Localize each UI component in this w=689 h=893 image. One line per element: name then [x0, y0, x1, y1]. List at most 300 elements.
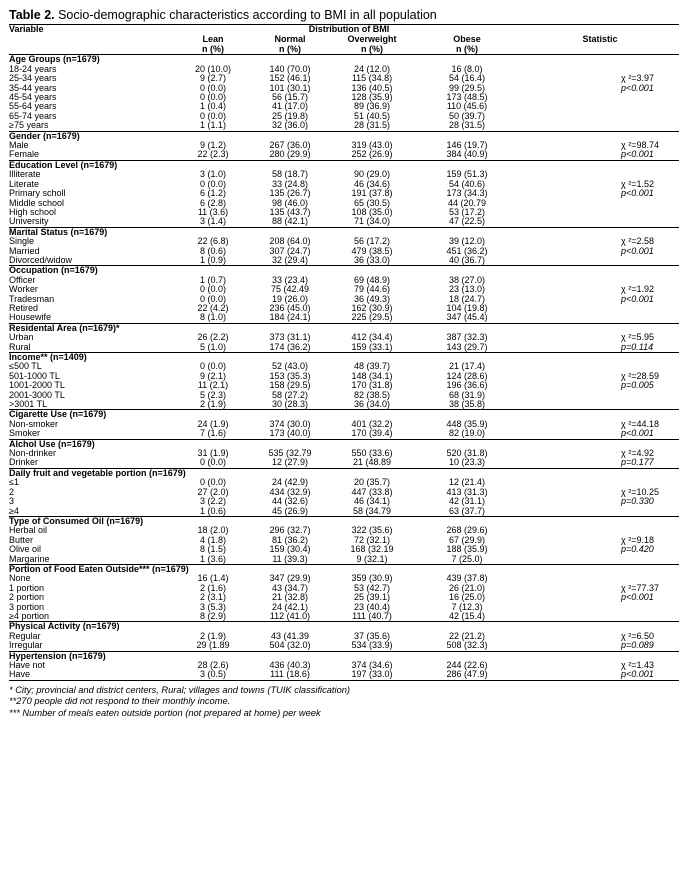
lean-value: 22 (6.8)	[197, 236, 229, 247]
lean-value: 22 (4.2)	[197, 302, 229, 313]
obese-value: 104 (19.8)	[446, 302, 488, 313]
obese-value: 520 (31.8)	[446, 448, 488, 459]
table-row	[9, 74, 679, 83]
normal-value: 184 (24.1)	[269, 312, 311, 323]
section-header-row	[9, 468, 679, 478]
overweight-value: 319 (43.0)	[351, 140, 393, 151]
statistic-value: p=0.420	[621, 544, 654, 555]
header-variable: Variable	[9, 25, 177, 35]
lean-value: 2 (1.9)	[199, 399, 226, 410]
table-row	[9, 247, 679, 256]
obese-value: 21 (17.4)	[448, 361, 486, 372]
lean-value: 7 (1.6)	[199, 428, 226, 439]
obese-value: 54 (40.6)	[448, 178, 486, 189]
table-row	[9, 555, 679, 565]
overweight-value: 69 (48.9)	[353, 274, 391, 285]
table-container	[9, 8, 679, 719]
lean-value: 1 (0.9)	[199, 254, 226, 265]
statistic-value	[521, 391, 679, 400]
row-label: 2 portion	[9, 592, 45, 603]
normal-value: 373 (31.1)	[269, 332, 311, 343]
row-label: Married	[9, 245, 40, 256]
overweight-value: 111 (40.7)	[352, 610, 392, 621]
statistic-value: p=0.330	[621, 496, 654, 507]
overweight-value: 53 (42.7)	[353, 582, 391, 593]
lean-value: 31 (1.9)	[197, 448, 229, 459]
obese-value: 244 (22.6)	[446, 660, 488, 670]
normal-value: 140 (70.0)	[269, 63, 311, 74]
lean-value: 9 (2.1)	[199, 370, 226, 381]
lean-value: 8 (1.5)	[199, 544, 226, 555]
obese-value: 47 (22.5)	[448, 216, 486, 227]
lean-value: 0 (0.0)	[199, 361, 226, 372]
statistic-value: p<0.001	[621, 82, 654, 93]
normal-value: 24 (42.9)	[271, 477, 309, 488]
normal-value: 81 (36.2)	[271, 534, 309, 545]
normal-value: 75 (42.49	[270, 284, 310, 295]
row-label: Rural	[9, 341, 31, 352]
obese-value: 67 (29.9)	[448, 534, 486, 545]
obese-value: 347 (45.4)	[446, 312, 488, 323]
statistic-value	[521, 313, 679, 323]
table-row	[9, 256, 679, 266]
overweight-value: 65 (30.5)	[353, 197, 391, 208]
normal-value: 24 (42.1)	[271, 601, 309, 612]
section-title: Portion of Food Eaten Outside*** (n=1679)	[9, 564, 679, 574]
table-row	[9, 180, 679, 189]
row-label: Margarine	[9, 553, 50, 564]
statistic-value: χ ²=77.37	[621, 582, 659, 593]
normal-value: 19 (26.0)	[271, 293, 309, 304]
table-row	[9, 429, 679, 439]
overweight-value: 28 (31.5)	[353, 120, 391, 131]
normal-value: 111 (18.6)	[249, 670, 331, 680]
normal-value: 30 (28.3)	[271, 399, 309, 410]
overweight-value: 252 (26.9)	[351, 149, 393, 160]
table-header	[9, 25, 679, 55]
lean-value: 8 (2.9)	[199, 610, 226, 621]
normal-value: 52 (43.0)	[271, 361, 309, 372]
overweight-value: 128 (35.9)	[351, 92, 393, 103]
overweight-value: 56 (17.2)	[353, 236, 391, 247]
obese-value: 22 (21.2)	[448, 630, 486, 641]
obese-value: 63 (37.7)	[448, 505, 486, 516]
row-label: Herbal oil	[9, 525, 48, 536]
overweight-value: 89 (36.9)	[353, 101, 391, 112]
row-label: Non-smoker	[9, 418, 59, 429]
row-label: Primary scholl	[9, 188, 66, 199]
statistic-value: χ ²=5.95	[621, 332, 654, 343]
statistic-value	[521, 256, 679, 266]
section-header-row	[9, 227, 679, 237]
table-row	[9, 150, 679, 160]
statistic-value	[521, 276, 679, 285]
lean-value: 2 (1.6)	[199, 582, 226, 593]
overweight-value: 115 (34.8)	[351, 73, 393, 84]
table-body	[9, 55, 679, 680]
table-row	[9, 170, 679, 179]
obese-value: 387 (32.3)	[446, 332, 488, 343]
statistic-value: χ ²=4.92	[621, 448, 654, 459]
statistic-value	[521, 93, 679, 102]
normal-value: 58 (18.7)	[271, 169, 309, 180]
normal-value: 374 (30.0)	[269, 418, 311, 429]
row-label: Regular	[9, 630, 41, 641]
obese-value: 38 (27.0)	[448, 274, 486, 285]
obese-value: 448 (35.9)	[446, 418, 488, 429]
statistic-value	[521, 603, 679, 612]
lean-value: 5 (2.3)	[199, 389, 226, 400]
overweight-value: 36 (33.0)	[353, 254, 391, 265]
row-label: Urban	[9, 332, 34, 343]
obese-value: 18 (24.7)	[448, 293, 486, 304]
obese-value: 38 (35.8)	[448, 399, 486, 410]
footnote: *** Number of meals eaten outside portion (not prepared at home) per week	[9, 707, 321, 718]
statistic-value	[521, 400, 679, 410]
overweight-value: 79 (44.6)	[353, 284, 391, 295]
normal-value: 32 (29.4)	[271, 254, 309, 265]
overweight-value: 401 (32.2)	[351, 418, 393, 429]
table-row	[9, 641, 679, 651]
normal-value: 56 (15.7)	[271, 92, 309, 103]
row-label: 65-74 years	[9, 110, 57, 121]
overweight-value: 36 (34.0)	[353, 399, 391, 410]
row-label: Non-drinker	[9, 448, 57, 459]
overweight-value: 58 (34.79	[352, 505, 392, 516]
overweight-value: 479 (38.5)	[351, 245, 393, 256]
statistic-value: p=0.005	[621, 380, 654, 391]
section-header-row	[9, 439, 679, 449]
header-n-pct: n (%)	[331, 44, 413, 55]
statistic-value: χ ²=1.92	[621, 284, 654, 295]
overweight-value: 159 (33.1)	[351, 341, 393, 352]
statistic-value: p<0.001	[621, 245, 654, 256]
obese-value: 16 (25.0)	[448, 592, 486, 603]
lean-value: 27 (2.0)	[197, 486, 229, 497]
statistic-value: χ ²=6.50	[621, 630, 654, 641]
row-label: Worker	[9, 284, 38, 295]
header-statistic: Statistic	[582, 34, 618, 45]
table-row	[9, 199, 679, 208]
statistic-value: χ ²=1.52	[621, 178, 654, 189]
obese-value: 173 (34.3)	[446, 188, 488, 199]
row-label: None	[9, 573, 31, 584]
overweight-value: 46 (34.6)	[353, 178, 391, 189]
statistic-value	[521, 304, 679, 313]
obese-value: 188 (35.9)	[446, 544, 488, 555]
statistic-value: χ ²=9.18	[621, 534, 654, 545]
table-row	[9, 295, 679, 304]
normal-value: 98 (46.0)	[271, 197, 309, 208]
row-label: 35-44 years	[9, 82, 57, 93]
row-label: 3 portion	[9, 601, 45, 612]
overweight-value: 72 (32.1)	[353, 534, 391, 545]
section-title: Residental Area (n=1679)*	[9, 323, 679, 333]
normal-value: 32 (36.0)	[271, 120, 309, 131]
section-title: Daily fruit and vegetable portion (n=1679)	[9, 468, 679, 478]
overweight-value: 322 (35.6)	[351, 525, 393, 536]
section-header-row	[9, 131, 679, 141]
normal-value: 33 (23.4)	[271, 274, 309, 285]
row-label: Drinker	[9, 457, 39, 468]
lean-value: 0 (0.0)	[199, 110, 226, 121]
section-header-row	[9, 160, 679, 170]
row-label: Female	[9, 149, 40, 160]
normal-value: 58 (27.2)	[271, 389, 309, 400]
normal-value: 174 (36.2)	[269, 341, 311, 352]
row-label: 1 portion	[9, 582, 45, 593]
obese-value: 7 (12.3)	[451, 601, 483, 612]
overweight-value: 225 (29.5)	[351, 312, 393, 323]
overweight-value: 359 (30.9)	[351, 573, 393, 584]
statistic-value: χ ²=28.59	[621, 370, 659, 381]
obese-value: 10 (23.3)	[448, 457, 486, 468]
header-obese: Obese	[453, 34, 481, 45]
table-row	[9, 488, 679, 497]
obese-value: 28 (31.5)	[448, 120, 486, 131]
table-row	[9, 612, 679, 622]
table-row	[9, 478, 679, 487]
normal-value: 43 (41.39	[270, 630, 310, 641]
obese-value: 7 (25.0)	[451, 553, 483, 564]
normal-value: 153 (35.3)	[269, 370, 311, 381]
lean-value: 3 (5.3)	[199, 601, 226, 612]
overweight-value: 534 (33.9)	[351, 640, 393, 651]
statistic-value	[521, 612, 679, 622]
section-header-row	[9, 266, 679, 276]
normal-value: 135 (26.7)	[269, 188, 311, 199]
statistic-value	[521, 112, 679, 121]
overweight-value: 148 (34.1)	[351, 370, 393, 381]
statistic-value	[521, 65, 679, 74]
normal-value: 296 (32.7)	[269, 525, 311, 536]
lean-value: 4 (1.8)	[199, 534, 226, 545]
lean-value: 20 (10.0)	[194, 63, 232, 74]
lean-value: 3 (1.4)	[199, 216, 226, 227]
obese-value: 159 (51.3)	[446, 169, 488, 180]
obese-value: 124 (28.6)	[446, 370, 488, 381]
normal-value: 535 (32.79	[268, 448, 312, 459]
normal-value: 307 (24.7)	[269, 245, 311, 256]
obese-value: 146 (19.7)	[446, 140, 488, 151]
obese-value: 268 (29.6)	[446, 525, 488, 536]
row-label: ≤1	[9, 477, 19, 488]
section-header-row	[9, 323, 679, 333]
normal-value: 88 (42.1)	[271, 216, 309, 227]
lean-value: 16 (1.4)	[197, 573, 229, 584]
row-label: Housewife	[9, 312, 52, 323]
statistic-value: p=0.089	[621, 640, 654, 651]
obese-value: 54 (16.4)	[448, 73, 486, 84]
row-label: 18-24 years	[9, 63, 57, 74]
table-row	[9, 670, 679, 680]
table-row	[9, 313, 679, 323]
table-row	[9, 381, 679, 390]
table-row	[9, 584, 679, 593]
header-empty	[9, 34, 177, 44]
normal-value: 135 (43.7)	[269, 206, 311, 217]
header-empty	[521, 44, 679, 55]
normal-value: 159 (30.4)	[269, 544, 311, 555]
normal-value: 112 (41.0)	[269, 610, 311, 621]
row-label: Illiterate	[9, 169, 41, 180]
table-row	[9, 112, 679, 121]
overweight-value: 48 (39.7)	[353, 361, 391, 372]
lean-value: 11 (2.1)	[197, 380, 229, 391]
lean-value: 0 (0.0)	[199, 92, 226, 103]
lean-value: 8 (0.6)	[199, 245, 226, 256]
section-header-row	[9, 55, 679, 65]
obese-value: 42 (15.4)	[448, 610, 486, 621]
table-row	[9, 632, 679, 641]
overweight-value: 447 (33.8)	[351, 486, 393, 497]
obese-value: 99 (29.5)	[448, 82, 486, 93]
row-label: Literate	[9, 178, 40, 189]
overweight-value: 191 (37.8)	[351, 188, 393, 199]
statistic-value	[521, 555, 679, 565]
statistic-value	[521, 507, 679, 517]
footnote: **270 people did not respond to their monthly income.	[9, 696, 231, 707]
obese-value: 451 (36.2)	[446, 245, 488, 256]
statistic-value	[521, 102, 679, 111]
normal-value: 152 (46.1)	[269, 73, 311, 84]
table-row	[9, 65, 679, 74]
overweight-value: 46 (34.1)	[353, 496, 391, 507]
row-label: Smoker	[9, 428, 41, 439]
table-row	[9, 391, 679, 400]
obese-value: 110 (45.6)	[446, 101, 488, 112]
statistic-value: p<0.001	[621, 293, 654, 304]
normal-value: 11 (39.3)	[272, 553, 308, 564]
header-normal: Normal	[274, 34, 306, 45]
row-label: 501-1000 TL	[9, 370, 60, 381]
table-row	[9, 545, 679, 554]
overweight-value: 21 (48.89	[352, 457, 392, 468]
table-title-number: Table 2.	[9, 8, 55, 22]
lean-value: 2 (1.9)	[199, 630, 226, 641]
section-title: Gender (n=1679)	[9, 131, 679, 141]
obese-value: 39 (12.0)	[448, 236, 486, 247]
obese-value: 23 (13.0)	[448, 284, 486, 295]
table-row	[9, 141, 679, 150]
row-label: Butter	[9, 534, 34, 545]
row-label: High school	[9, 206, 57, 217]
lean-value: 26 (2.2)	[197, 332, 229, 343]
statistic-value	[521, 208, 679, 217]
table-row	[9, 276, 679, 285]
normal-value: 347 (29.9)	[269, 573, 311, 584]
section-header-row	[9, 651, 679, 661]
row-label: Tradesman	[9, 293, 55, 304]
lean-value: 3 (0.5)	[177, 670, 249, 680]
lean-value: 3 (1.0)	[199, 169, 226, 180]
table-title	[9, 8, 679, 24]
table-row	[9, 304, 679, 313]
header-overweight: Overweight	[347, 34, 397, 45]
obese-value: 413 (31.3)	[446, 486, 488, 497]
bmi-table	[9, 24, 679, 681]
row-label: 45-54 years	[9, 92, 57, 103]
section-header-row	[9, 410, 679, 420]
statistic-value	[521, 170, 679, 179]
table-row	[9, 343, 679, 353]
obese-value: 143 (29.7)	[446, 341, 488, 352]
normal-value: 33 (24.8)	[271, 178, 309, 189]
overweight-value: 37 (35.6)	[353, 630, 391, 641]
table-row	[9, 237, 679, 246]
overweight-value: 162 (30.9)	[351, 302, 393, 313]
statistic-value: χ ²=44.18	[621, 418, 659, 429]
statistic-value: p<0.001	[621, 149, 654, 160]
overweight-value: 82 (38.5)	[353, 389, 391, 400]
normal-value: 101 (30.1)	[269, 82, 311, 93]
obese-value: 12 (21.4)	[448, 477, 486, 488]
header-n-pct: n (%)	[413, 44, 521, 55]
table-row	[9, 400, 679, 410]
normal-value: 173 (40.0)	[269, 428, 311, 439]
row-label: University	[9, 216, 49, 227]
table-row	[9, 526, 679, 535]
table-row	[9, 285, 679, 294]
section-title: Hypertension (n=1679)	[9, 651, 679, 661]
statistic-value: p<0.001	[621, 188, 654, 199]
section-title: Income** (n=1409)	[9, 353, 679, 363]
table-row	[9, 420, 679, 429]
table-row	[9, 372, 679, 381]
table-row	[9, 217, 679, 227]
row-label: 55-64 years	[9, 101, 57, 112]
section-title: Cigarette Use (n=1679)	[9, 410, 679, 420]
lean-value: 1 (0.6)	[199, 505, 226, 516]
obese-value: 173 (48.5)	[446, 92, 488, 103]
section-header-row	[9, 353, 679, 363]
row-label: 3	[9, 496, 15, 507]
obese-value: 44 (20.79	[447, 197, 487, 208]
lean-value: 24 (1.9)	[197, 418, 229, 429]
table-row	[9, 574, 679, 583]
overweight-value: 23 (40.4)	[353, 601, 391, 612]
table-row	[9, 536, 679, 545]
header-n-pct: n (%)	[177, 44, 249, 55]
statistic-value	[521, 526, 679, 535]
statistic-value	[521, 199, 679, 208]
overweight-value: 550 (33.6)	[351, 448, 393, 459]
lean-value: 2 (3.1)	[199, 592, 226, 603]
row-label: Retired	[9, 302, 39, 313]
row-label: Officer	[9, 274, 36, 285]
section-title: Occupation (n=1679)	[9, 266, 679, 276]
section-title: Age Groups (n=1679)	[9, 55, 679, 65]
table-row	[9, 189, 679, 198]
lean-value: 22 (2.3)	[197, 149, 229, 160]
lean-value: 8 (1.0)	[199, 312, 226, 323]
normal-value: 41 (17.0)	[271, 101, 309, 112]
header-distribution: Distribution of BMI	[177, 25, 521, 35]
section-header-row	[9, 516, 679, 526]
overweight-value: 25 (39.1)	[353, 592, 391, 603]
normal-value: 158 (29.5)	[269, 380, 311, 391]
row-label: ≥75 years	[9, 120, 49, 131]
obese-value: 384 (40.9)	[446, 149, 488, 160]
row-label: Divorced/widow	[9, 254, 73, 265]
lean-value: 0 (0.0)	[199, 284, 226, 295]
footnotes	[9, 685, 679, 720]
normal-value: 208 (64.0)	[269, 236, 311, 247]
normal-value: 25 (19.8)	[271, 110, 309, 121]
row-label: 25-34 years	[9, 73, 57, 84]
footnote: * City; provincial and district centers, Rural; villages and towns (TUIK classification)	[9, 684, 351, 695]
statistic-value: p<0.001	[621, 592, 654, 603]
